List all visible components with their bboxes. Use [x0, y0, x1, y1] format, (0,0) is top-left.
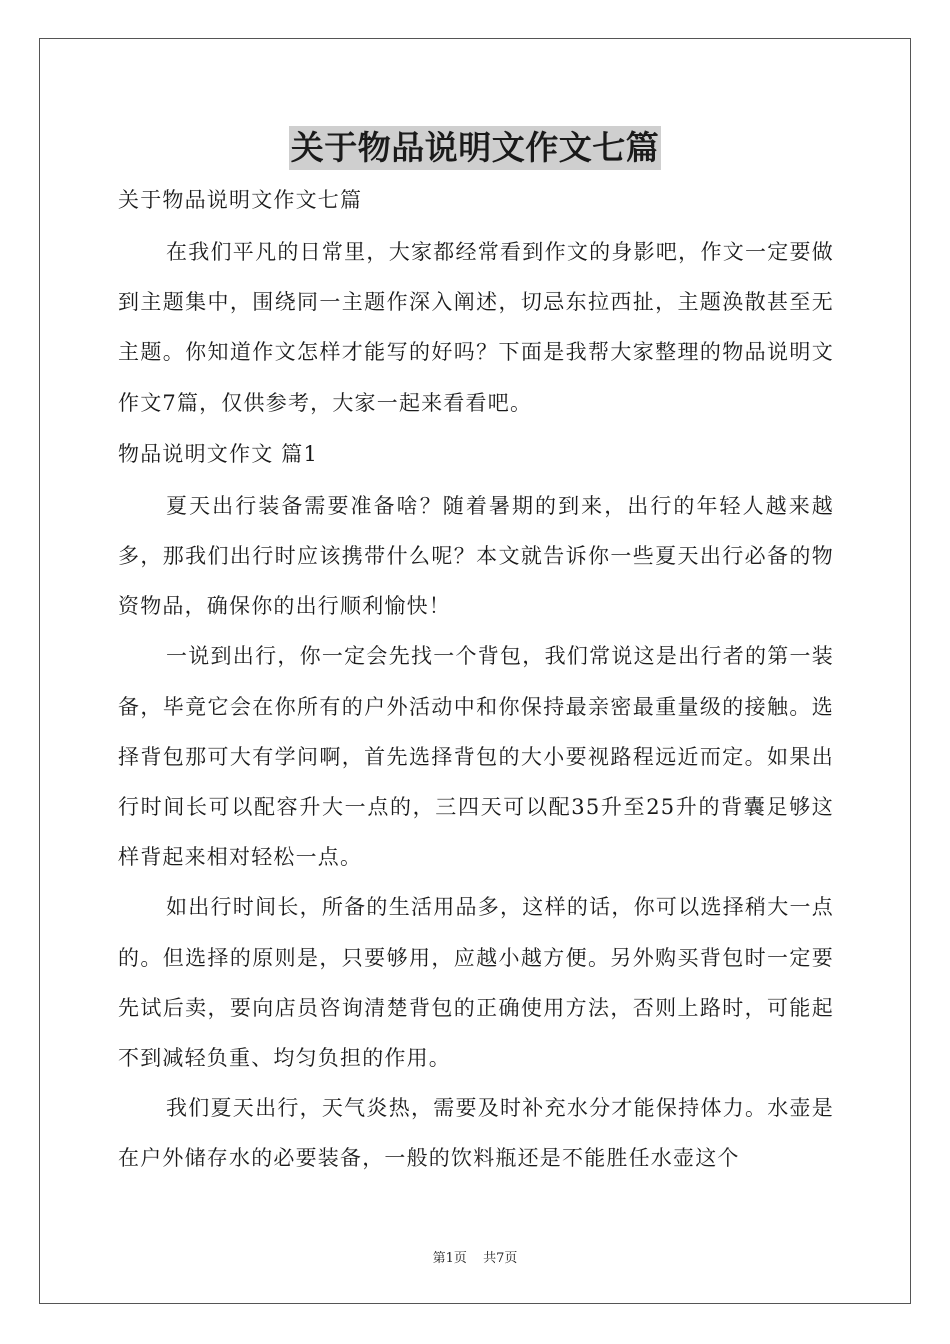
section-heading: 物品说明文作文 篇1: [118, 441, 319, 466]
document-subtitle: 关于物品说明文作文七篇: [118, 188, 363, 212]
document-title-block: [0, 126, 950, 170]
page-number: 第1页: [432, 1251, 467, 1266]
body-paragraph: 一说到出行，你一定会先找一个背包，我们常说这是出行者的第一装备，毕竟它会在你所有的户外活动中和你保持最亲密最重量级的接触。选择背包那可大有学问啊，首先选择背包的大小要视路程远近而定。如果出行时间长可以配容升大一点的，三四天可以配35升至25升的背囊足够这样背起来相对轻松一点。: [118, 644, 834, 870]
page-total: 共7页: [483, 1251, 518, 1266]
intro-paragraph: 在我们平凡的日常里，大家都经常看到作文的身影吧，作文一定要做到主题集中，围绕同一主题作深入阐述，切忌东拉西扯，主题涣散甚至无主题。你知道作文怎样才能写的好吗？下面是我帮大家整理的物品说明文作文7篇，仅供参考，大家一起来看看吧。: [118, 240, 834, 415]
page-footer: [0, 1247, 950, 1266]
body-paragraph: 我们夏天出行，天气炎热，需要及时补充水分才能保持体力。水壶是在户外储存水的必要装备，一般的饮料瓶还是不能胜任水壶这个: [118, 1096, 834, 1171]
document-body: [118, 180, 834, 1184]
body-paragraph: 如出行时间长，所备的生活用品多，这样的话，你可以选择稍大一点的。但选择的原则是，只要够用，应越小越方便。另外购买背包时一定要先试后卖，要向店员咨询清楚背包的正确使用方法，否则上路时，可能起不到减轻负重、均匀负担的作用。: [118, 895, 834, 1071]
body-paragraph: 夏天出行装备需要准备啥？随着暑期的到来，出行的年轻人越来越多，那我们出行时应该携带什么呢？本文就告诉你一些夏天出行必备的物资物品，确保你的出行顺利愉快！: [118, 493, 834, 619]
document-title: 关于物品说明文作文七篇: [289, 126, 662, 170]
